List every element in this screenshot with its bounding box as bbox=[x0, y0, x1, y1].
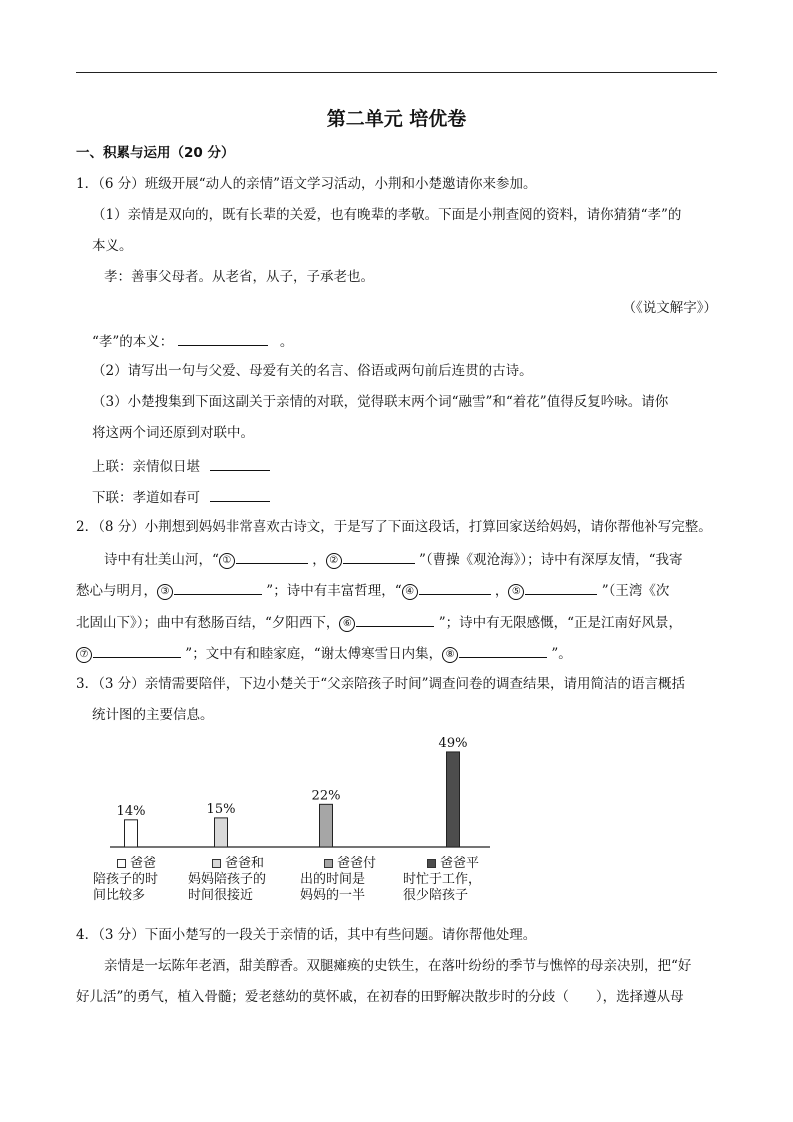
blank-mark-1: ① bbox=[219, 553, 235, 569]
legend-text: 爸爸付 bbox=[337, 856, 377, 871]
lower-couplet-text: 下联：孝道如春可 bbox=[92, 490, 200, 506]
legend-text: 出的时间是 bbox=[300, 872, 366, 887]
legend-text: 妈妈的一半 bbox=[300, 888, 366, 903]
legend-line bbox=[403, 888, 481, 904]
q4-line2: 好儿活”的勇气，植入骨髓；爱老慈幼的莫怀戚，在初春的田野解决散步时的分歧（ ），选择遵从母 bbox=[76, 989, 684, 1005]
bar-value-label-2: 15% bbox=[206, 801, 236, 817]
bar-value-label-4: 49% bbox=[438, 735, 468, 751]
q3-stem-line1: 3．（3 分）亲情需要陪伴，下边小楚关于“父亲陪孩子时间”调查问卷的调查结果，请用简洁的语言概括 bbox=[76, 676, 686, 692]
q2-text: ， bbox=[312, 552, 326, 568]
q1-part1-line1: （1）亲情是双向的，既有长辈的关爱，也有晚辈的孝敬。下面是小荆查阅的资料，请你猜猜“孝”的 bbox=[92, 207, 682, 223]
q1-source: （《说文解字》） bbox=[622, 300, 717, 316]
legend-text: 妈妈陪孩子的 bbox=[188, 872, 267, 887]
legend-line bbox=[93, 856, 158, 872]
blank-mark-6: ⑥ bbox=[339, 616, 355, 632]
q1-quote: 孝：善事父母者。从老省，从子，子承老也。 bbox=[104, 269, 374, 285]
legend-text: 时忙于工作， bbox=[403, 872, 482, 887]
legend-line bbox=[188, 888, 266, 904]
blank-mark-2: ② bbox=[326, 553, 342, 569]
legend-line bbox=[300, 856, 376, 872]
bar-3 bbox=[320, 804, 333, 847]
legend-text: 爸爸平 bbox=[440, 856, 480, 871]
bars-group bbox=[125, 752, 460, 847]
bar-value-label-3: 22% bbox=[311, 788, 341, 804]
blank-mark-4: ④ bbox=[402, 584, 418, 600]
q2-text: ”。 bbox=[551, 646, 572, 662]
legend-text: 时间很接近 bbox=[188, 888, 254, 903]
legend-text: 爸爸和 bbox=[225, 856, 265, 871]
legend-line bbox=[300, 888, 376, 904]
section-heading: 一、积累与运用（20 分） bbox=[76, 145, 235, 161]
q2-text: 北固山下》）；曲中有愁肠百结，“夕阳西下， bbox=[76, 615, 340, 631]
q2-text: 愁心与明月， bbox=[76, 583, 157, 599]
q2-text: ”；诗中有无限感慨，“正是江南好风景， bbox=[438, 615, 683, 631]
legend-swatch bbox=[324, 859, 333, 868]
q1-stem: 1．（6 分）班级开展“动人的亲情”语文学习活动，小荆和小楚邀请你来参加。 bbox=[76, 176, 537, 192]
legend-line bbox=[403, 872, 481, 888]
q2-text: ”；文中有和睦家庭，“谢太傅寒雪日内集， bbox=[185, 646, 443, 662]
blank-mark-3: ③ bbox=[157, 584, 173, 600]
legend-line bbox=[403, 856, 481, 872]
legend-line bbox=[93, 872, 158, 888]
bar-value-label-1: 14% bbox=[116, 803, 146, 819]
legend-item-2 bbox=[188, 856, 266, 904]
legend-swatch bbox=[212, 859, 221, 868]
q2-text: ”（王湾《次 bbox=[601, 583, 670, 599]
bar-labels-group bbox=[117, 736, 468, 819]
legend-item-3 bbox=[300, 856, 376, 904]
page-title: 第二单元 培优卷 bbox=[326, 108, 467, 130]
q1-part3-line1: （3）小楚搜集到下面这副关于亲情的对联，觉得联末两个词“融雪”和“着花”值得反复吟咏。请你 bbox=[92, 394, 669, 410]
q2-text: 诗中有壮美山河，“ bbox=[104, 552, 219, 568]
q4-stem: 4．（3 分）下面小楚写的一段关于亲情的话，其中有些问题。请你帮他处理。 bbox=[76, 927, 537, 943]
legend-text: 陪孩子的时 bbox=[93, 872, 159, 887]
q1-answer-prefix: “孝”的本义： bbox=[92, 334, 174, 350]
q1-part2: （2）请写出一句与父爱、母爱有关的名言、俗语或两句前后连贯的古诗。 bbox=[92, 363, 533, 379]
bar-1 bbox=[125, 820, 138, 847]
bar-4 bbox=[447, 752, 460, 847]
blank-mark-5: ⑤ bbox=[508, 584, 524, 600]
legend-swatch bbox=[427, 859, 436, 868]
blank-mark-8: ⑧ bbox=[442, 647, 458, 663]
q2-text: ”（曹操《观沧海》）；诗中有深厚友情，“我寄 bbox=[419, 552, 683, 568]
blank-mark-7: ⑦ bbox=[76, 647, 92, 663]
q2-text: ”；诗中有丰富哲理，“ bbox=[266, 583, 402, 599]
legend-text: 间比较多 bbox=[93, 888, 146, 903]
upper-couplet-text: 上联：亲情似日堪 bbox=[92, 459, 200, 475]
bar-2 bbox=[215, 818, 228, 847]
legend-item-4 bbox=[403, 856, 481, 904]
legend-text: 爸爸 bbox=[130, 856, 157, 871]
legend-line bbox=[300, 872, 376, 888]
q1-part3-line2: 将这两个词还原到对联中。 bbox=[92, 425, 254, 441]
q2-stem: 2．（8 分）小荆想到妈妈非常喜欢古诗文，于是写了下面这段话，打算回家送给妈妈，请你帮他补写完整。 bbox=[76, 519, 712, 535]
legend-line bbox=[188, 872, 266, 888]
legend-line bbox=[93, 888, 158, 904]
q4-line1: 亲情是一坛陈年老酒，甜美醇香。双腿瘫痪的史铁生，在落叶纷纷的季节与憔悴的母亲决别，把“好 bbox=[104, 958, 692, 974]
q1-part1-line2: 本义。 bbox=[92, 238, 133, 254]
legend-swatch bbox=[117, 859, 126, 868]
legend-item-1 bbox=[93, 856, 158, 904]
q3-stem-line2: 统计图的主要信息。 bbox=[92, 707, 214, 723]
q2-text: ， bbox=[494, 583, 509, 599]
legend-line bbox=[188, 856, 266, 872]
q1-answer-suffix: 。 bbox=[279, 334, 294, 350]
legend-text: 很少陪孩子 bbox=[403, 888, 469, 903]
